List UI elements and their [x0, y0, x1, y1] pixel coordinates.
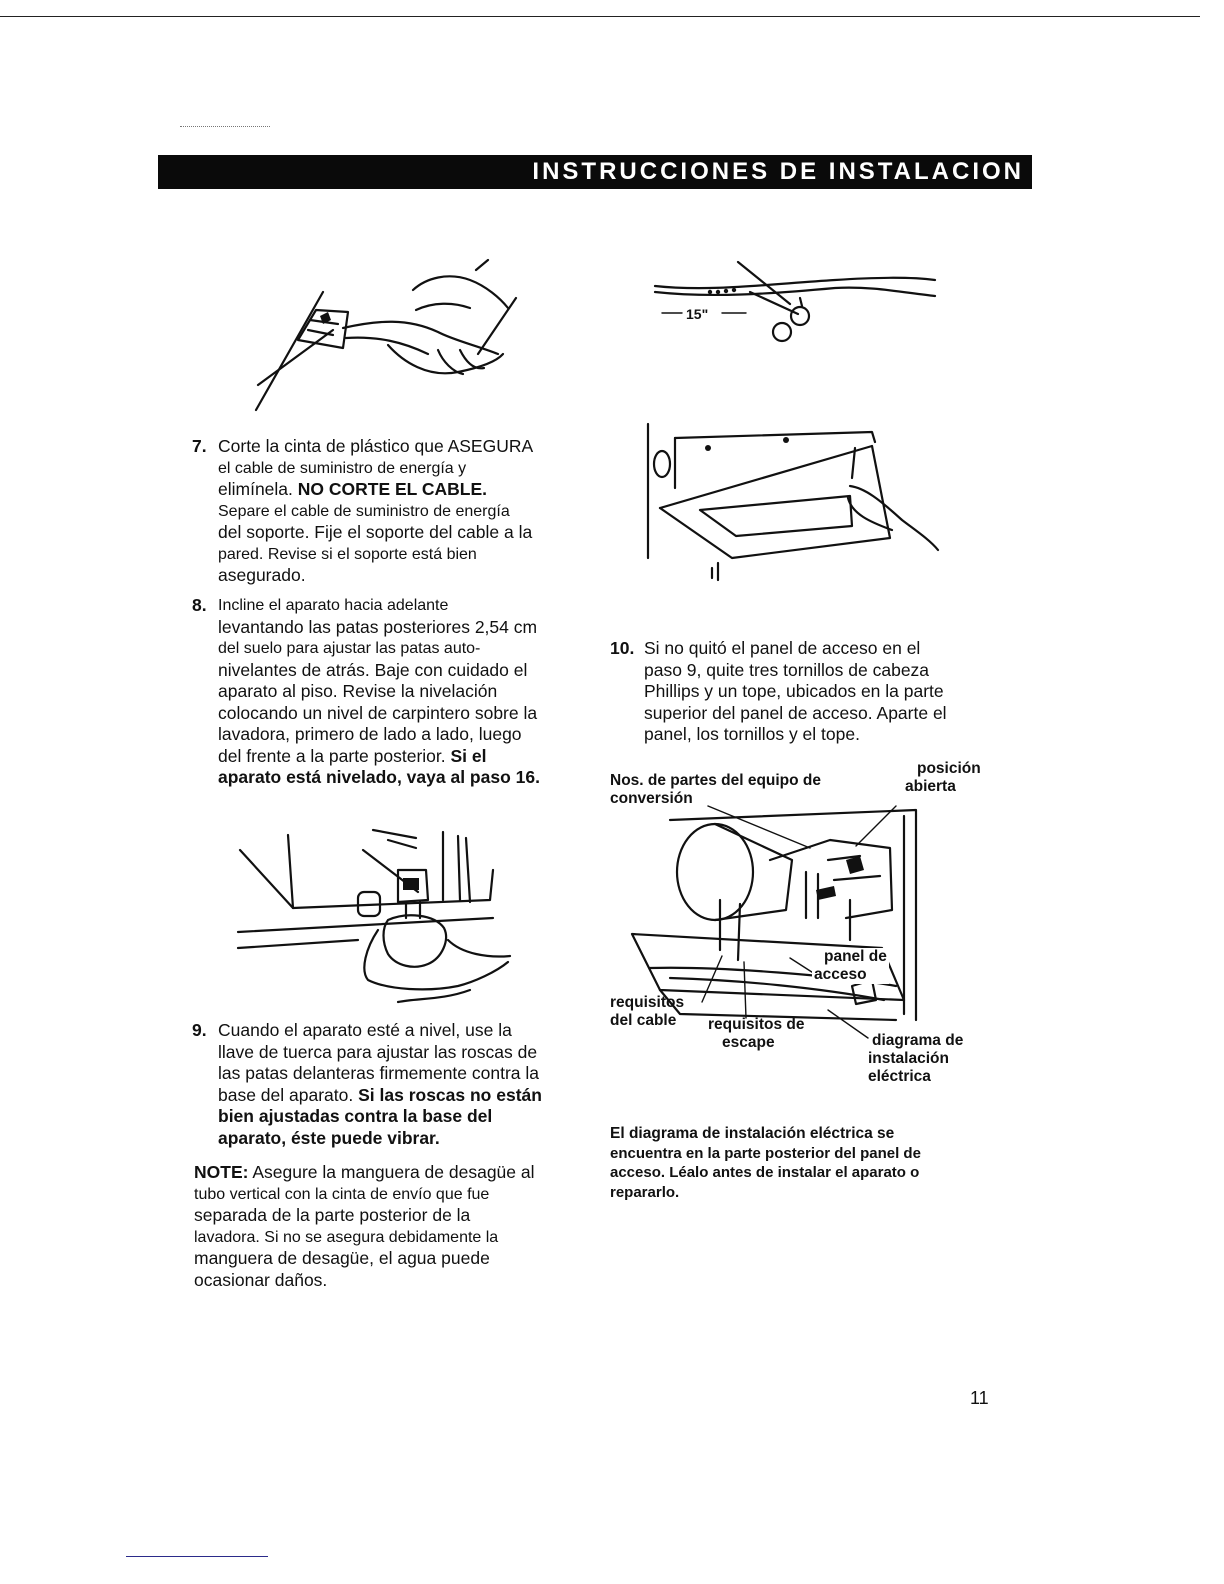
- step-9-text-4: base del aparato.: [218, 1084, 359, 1105]
- step-8-text-3: del suelo para ajustar las patas auto-: [218, 640, 481, 657]
- note-text-6: ocasionar daños.: [194, 1269, 328, 1290]
- step-8-bold-1: Si el: [450, 745, 487, 766]
- label-parts-1: Nos. de partes del equipo de: [610, 772, 822, 789]
- label-wiring-3: eléctrica: [868, 1068, 931, 1085]
- step-9-bold-2: bien ajustadas contra la base del: [218, 1106, 493, 1126]
- caption-line-1: El diagrama de instalación eléctrica se: [610, 1125, 895, 1142]
- label-access-panel-2: acceso: [814, 966, 867, 983]
- step-8-text-6: colocando un nivel de carpintero sobre la: [218, 702, 538, 723]
- step-7-text-2: el cable de suministro de energía y: [218, 459, 467, 477]
- note-text-4: lavadora. Si no se asegura debidamente la: [194, 1228, 499, 1246]
- step-10-text-5: panel, los tornillos y el tope.: [644, 724, 860, 744]
- step-8: [192, 595, 592, 789]
- step-9-text-1: Cuando el aparato esté a nivel, use la: [218, 1020, 512, 1040]
- label-wiring-diagram: [868, 1032, 963, 1086]
- step-9: [192, 1020, 592, 1149]
- step-8-text-1: Incline el aparato hacia adelante: [218, 597, 449, 614]
- note: [194, 1162, 594, 1291]
- label-parts-2: conversión: [610, 790, 693, 807]
- step-9-bold-1: Si las roscas no están: [358, 1084, 542, 1105]
- label-exhaust-requirements: [708, 1016, 804, 1052]
- strap-cutting-illustration: [238, 250, 538, 415]
- label-open-position-1: posición: [917, 760, 981, 777]
- page-header: [158, 155, 1032, 189]
- step-9-bold-3: aparato, éste puede vibrar.: [218, 1127, 440, 1148]
- step-10-number: 10.: [610, 638, 635, 658]
- step-8-text-2: levantando las patas posteriores 2,54 cm: [218, 616, 538, 637]
- step-8-text-4: nivelantes de atrás. Baje con cuidado el: [218, 659, 528, 680]
- step-7-text-5: del soporte. Fije el soporte del cable a la: [218, 522, 533, 542]
- label-open-position: [905, 760, 981, 796]
- leveling-foot-illustration: [238, 830, 523, 1010]
- label-access-panel: [812, 948, 889, 984]
- access-panel-illustration: [640, 418, 940, 583]
- step-7-warning: NO CORTE EL CABLE.: [297, 479, 488, 499]
- step-8-number: 8.: [192, 595, 207, 615]
- note-label: NOTE:: [194, 1162, 249, 1182]
- step-8-text-8: del frente a la parte posterior.: [218, 745, 451, 766]
- note-text-3: separada de la parte posterior de la: [194, 1205, 471, 1225]
- label-exhaust-req-2: escape: [722, 1034, 775, 1051]
- step-7-number: 7.: [192, 436, 207, 456]
- measure-15in: 15": [686, 306, 709, 322]
- step-10-text-4: superior del panel de acceso. Aparte el: [644, 702, 947, 723]
- caption-line-2: encuentra en la parte posterior del panel de: [610, 1144, 921, 1162]
- label-wiring-1: diagrama de: [872, 1032, 964, 1049]
- scissors-illustration: [650, 258, 940, 348]
- scan-mark: [180, 126, 270, 127]
- step-8-text-7: lavadora, primero de lado a lado, luego: [218, 724, 522, 744]
- label-cable-requirements: [610, 994, 684, 1030]
- page-number: 11: [970, 1388, 989, 1408]
- step-8-text-5: aparato al piso. Revise la nivelación: [218, 681, 498, 701]
- label-wiring-2: instalación: [868, 1050, 949, 1067]
- label-cable-req-1: requisitos: [610, 994, 685, 1011]
- note-text-1: Asegure la manguera de desagüe al: [248, 1162, 535, 1182]
- top-rule: [0, 16, 1200, 17]
- label-parts: [610, 772, 821, 808]
- label-exhaust-req-1: requisitos de: [708, 1016, 805, 1033]
- caption-line-4: repararlo.: [610, 1183, 680, 1201]
- caption-line-3: acceso. Léalo antes de instalar el aparato o: [610, 1164, 920, 1181]
- step-10-text-3: Phillips y un tope, ubicados en la parte: [644, 681, 944, 701]
- step-9-text-2: llave de tuerca para ajustar las roscas de: [218, 1041, 538, 1062]
- step-7-text-7: asegurado.: [218, 565, 306, 585]
- step-10: [610, 638, 1010, 746]
- label-access-panel-1: panel de: [824, 948, 887, 965]
- step-7-text-6: pared. Revise si el soporte está bien: [218, 545, 477, 563]
- step-7-text-3: elimínela.: [218, 479, 298, 499]
- label-cable-req-2: del cable: [610, 1012, 677, 1029]
- note-text-5: manguera de desagüe, el agua puede: [194, 1248, 490, 1268]
- bottom-mark: [126, 1556, 268, 1557]
- note-text-2: tubo vertical con la cinta de envío que fue: [194, 1185, 490, 1203]
- step-10-text-2: paso 9, quite tres tornillos de cabeza: [644, 659, 930, 680]
- step-9-text-3: las patas delanteras firmemente contra la: [218, 1063, 539, 1083]
- step-9-number: 9.: [192, 1020, 207, 1040]
- header-title: INSTRUCCIONES DE INSTALACION: [532, 158, 1024, 185]
- label-open-position-2: abierta: [905, 778, 956, 795]
- step-7: [192, 436, 592, 587]
- step-8-bold-2: aparato está nivelado, vaya al paso 16.: [218, 767, 540, 787]
- step-7-text-4: Separe el cable de suministro de energía: [218, 502, 510, 520]
- wiring-caption: [610, 1124, 1010, 1202]
- step-7-text-1: Corte la cinta de plástico que ASEGURA: [218, 436, 534, 456]
- step-10-text-1: Si no quitó el panel de acceso en el: [644, 638, 921, 658]
